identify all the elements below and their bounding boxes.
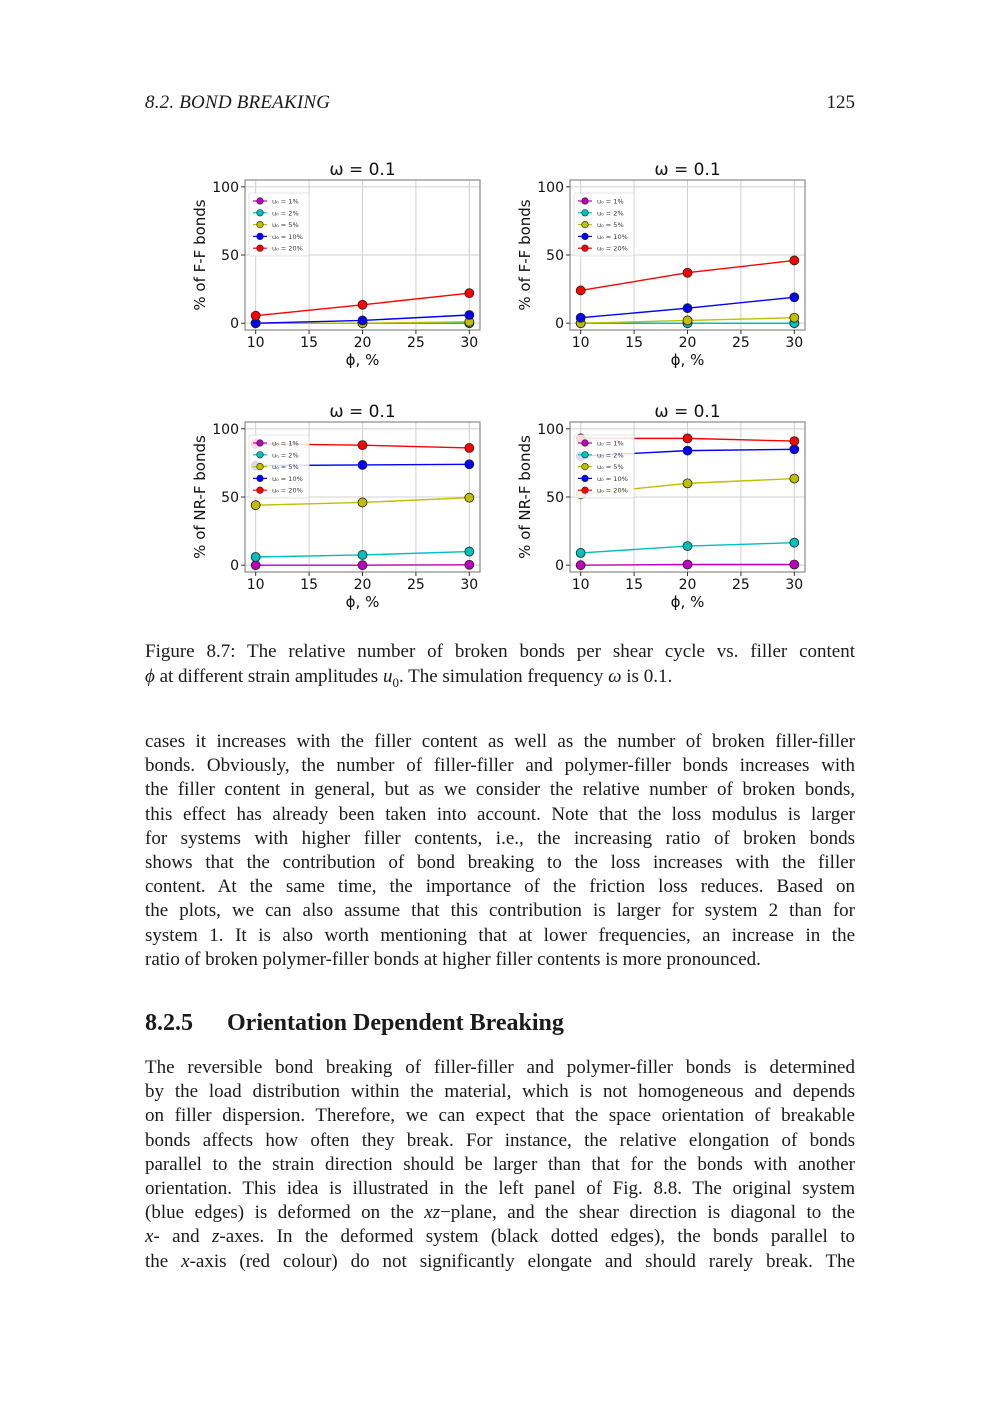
legend: [249, 193, 309, 256]
chart-ff-system2: [510, 155, 830, 385]
data-point: [683, 304, 692, 313]
data-point: [683, 560, 692, 569]
data-point: [683, 479, 692, 488]
y-tick-label: 0: [555, 558, 564, 575]
caption-line-2: ϕ at different strain amplitudes $u_0$. The simulation frequency ω is 0.1.: [145, 665, 673, 690]
text-line: the x-axis (red colour) do not significantly elongate and should rarely break. The: [145, 1250, 855, 1272]
data-point: [790, 445, 799, 454]
chart-svg: [185, 397, 505, 627]
x-tick-label: 25: [406, 577, 425, 593]
data-point: [790, 256, 799, 265]
x-axis-label: ϕ, %: [670, 351, 705, 369]
x-tick-label: 15: [625, 577, 644, 593]
data-point: [576, 313, 585, 322]
y-tick-label: 50: [221, 248, 239, 264]
text-line: bonds. Obviously, the number of filler-filler and polymer-filler bonds increases with: [145, 755, 855, 777]
data-point: [251, 561, 260, 570]
legend-entry: u₀ = 2%: [597, 209, 624, 218]
legend-entry: u₀ = 1%: [272, 197, 299, 206]
chart-ff-system1: [185, 155, 505, 385]
legend-entry: u₀ = 2%: [272, 451, 299, 460]
x-tick-label: 10: [571, 335, 590, 351]
data-point: [465, 493, 474, 502]
x-tick-label: 10: [571, 577, 590, 593]
text-line: orientation. This idea is illustrated in the left panel of Fig. 8.8. The original system: [145, 1178, 855, 1200]
data-point: [358, 441, 367, 450]
y-axis-label: % of F-F bonds: [191, 199, 209, 311]
legend: [574, 193, 634, 256]
legend-entry: u₀ = 5%: [597, 463, 624, 472]
text-line: cases it increases with the filler content as well as the number of broken filler-filler: [145, 731, 855, 752]
text-line: the filler content in general, but as we consider the relative number of broken bonds,: [145, 779, 855, 801]
x-tick-label: 25: [731, 577, 750, 593]
data-point: [465, 311, 474, 320]
data-point: [465, 443, 474, 452]
x-tick-label: 30: [460, 335, 479, 351]
data-point: [465, 547, 474, 556]
x-tick-label: 20: [353, 577, 372, 593]
y-tick-label: 50: [221, 490, 239, 506]
section-running-title: 8.2. BOND BREAKING: [145, 92, 331, 113]
x-tick-label: 30: [785, 577, 804, 593]
legend: [574, 435, 634, 498]
data-point: [358, 316, 367, 325]
y-tick-label: 50: [546, 490, 564, 506]
y-tick-label: 0: [555, 316, 564, 333]
text-line: for systems with higher filler contents, i.e., the increasing ratio of broken bonds: [145, 827, 855, 849]
section-heading: [145, 1010, 564, 1037]
legend-entry: u₀ = 10%: [272, 232, 303, 241]
legend-entry: u₀ = 10%: [272, 474, 303, 483]
x-tick-label: 20: [678, 577, 697, 593]
text-line: ratio of broken polymer-filler bonds at higher filler contents is more pronounced.: [145, 948, 761, 970]
legend-entry: u₀ = 2%: [597, 451, 624, 460]
text-line: bonds affects how often they break. For instance, the relative elongation of bonds: [145, 1129, 855, 1151]
data-point: [790, 313, 799, 322]
x-tick-label: 10: [246, 335, 265, 351]
section-number: 8.2.5: [145, 1010, 193, 1036]
y-tick-label: 100: [212, 179, 239, 196]
y-tick-label: 50: [546, 248, 564, 264]
legend-entry: u₀ = 5%: [272, 221, 299, 230]
data-point: [683, 542, 692, 551]
chart-nrf-system2: [510, 397, 830, 627]
legend-entry: u₀ = 1%: [272, 439, 299, 448]
x-tick-label: 15: [300, 577, 319, 593]
chart-svg: [185, 155, 505, 385]
data-point: [790, 538, 799, 547]
x-tick-label: 25: [406, 335, 425, 351]
data-point: [790, 560, 799, 569]
data-point: [251, 501, 260, 510]
data-point: [576, 561, 585, 570]
figure-8-7: [185, 155, 825, 615]
x-axis-label: ϕ, %: [670, 593, 705, 611]
x-axis-label: ϕ, %: [345, 351, 380, 369]
data-point: [790, 293, 799, 302]
x-axis-label: ϕ, %: [345, 593, 380, 611]
legend-entry: u₀ = 1%: [597, 439, 624, 448]
legend-entry: u₀ = 5%: [272, 463, 299, 472]
data-point: [576, 286, 585, 295]
x-tick-label: 20: [353, 335, 372, 351]
chart-svg: [510, 155, 830, 385]
paragraph-1: [145, 730, 855, 972]
text-line: by the load distribution within the material, which is not homogeneous and depends: [145, 1081, 855, 1103]
page-number: 125: [826, 92, 855, 113]
data-point: [251, 553, 260, 562]
chart-title: ω = 0.1: [329, 402, 396, 422]
y-tick-label: 100: [537, 421, 564, 438]
legend-entry: u₀ = 5%: [597, 221, 624, 230]
text-line: on filler dispersion. Therefore, we can expect that the space orientation of breakable: [145, 1105, 855, 1127]
chart-title: ω = 0.1: [329, 160, 396, 180]
text-line: (blue edges) is deformed on the xz−plane, and the shear direction is diagonal to the: [145, 1202, 855, 1224]
data-point: [358, 550, 367, 559]
chart-nrf-system1: [185, 397, 505, 627]
x-tick-label: 30: [785, 335, 804, 351]
caption-line-1: Figure 8.7: The relative number of broken bonds per shear cycle vs. filler content: [145, 641, 855, 662]
legend-entry: u₀ = 1%: [597, 197, 624, 206]
paragraph-2: [145, 1056, 855, 1274]
x-tick-label: 15: [300, 335, 319, 351]
x-tick-label: 15: [625, 335, 644, 351]
text-line: The reversible bond breaking of filler-filler and polymer-filler bonds is determined: [145, 1057, 855, 1078]
data-point: [358, 460, 367, 469]
data-point: [683, 434, 692, 443]
text-line: system 1. It is also worth mentioning that at lower frequencies, an increase in the: [145, 924, 855, 946]
text-line: parallel to the strain direction should be larger than that for the bonds with another: [145, 1153, 855, 1175]
y-tick-label: 0: [230, 558, 239, 575]
text-line: content. At the same time, the importance of the friction loss reduces. Based on: [145, 876, 855, 898]
text-line: shows that the contribution of bond breaking to the loss increases with the filler: [145, 852, 855, 874]
text-line: the plots, we can also assume that this contribution is larger for system 2 than for: [145, 900, 855, 922]
legend-entry: u₀ = 10%: [597, 232, 628, 241]
legend-entry: u₀ = 20%: [597, 244, 628, 253]
x-tick-label: 20: [678, 335, 697, 351]
y-axis-label: % of F-F bonds: [516, 199, 534, 311]
chart-title: ω = 0.1: [654, 160, 721, 180]
y-axis-label: % of NR-F bonds: [191, 435, 209, 559]
data-point: [465, 560, 474, 569]
figure-caption: [145, 640, 855, 695]
data-point: [358, 561, 367, 570]
chart-svg: [510, 397, 830, 627]
legend: [249, 435, 309, 498]
data-point: [790, 474, 799, 483]
legend-entry: u₀ = 10%: [597, 474, 628, 483]
data-point: [790, 437, 799, 446]
y-tick-label: 100: [212, 421, 239, 438]
legend-entry: u₀ = 20%: [272, 486, 303, 495]
y-tick-label: 100: [537, 179, 564, 196]
data-point: [465, 460, 474, 469]
data-point: [465, 289, 474, 298]
data-point: [683, 316, 692, 325]
text-line: this effect has already been taken into account. Note that the loss modulus is larger: [145, 803, 855, 825]
data-point: [358, 300, 367, 309]
x-tick-label: 10: [246, 577, 265, 593]
x-tick-label: 30: [460, 577, 479, 593]
legend-entry: u₀ = 20%: [597, 486, 628, 495]
data-point: [251, 311, 260, 320]
section-title: Orientation Dependent Breaking: [227, 1010, 564, 1036]
chart-title: ω = 0.1: [654, 402, 721, 422]
legend-entry: u₀ = 2%: [272, 209, 299, 218]
data-point: [683, 268, 692, 277]
x-tick-label: 25: [731, 335, 750, 351]
text-line: x- and z-axes. In the deformed system (black dotted edges), the bonds parallel to: [145, 1226, 855, 1248]
data-point: [358, 498, 367, 507]
y-tick-label: 0: [230, 316, 239, 333]
y-axis-label: % of NR-F bonds: [516, 435, 534, 559]
data-point: [683, 446, 692, 455]
data-point: [576, 548, 585, 557]
legend-entry: u₀ = 20%: [272, 244, 303, 253]
running-header: [145, 92, 855, 118]
